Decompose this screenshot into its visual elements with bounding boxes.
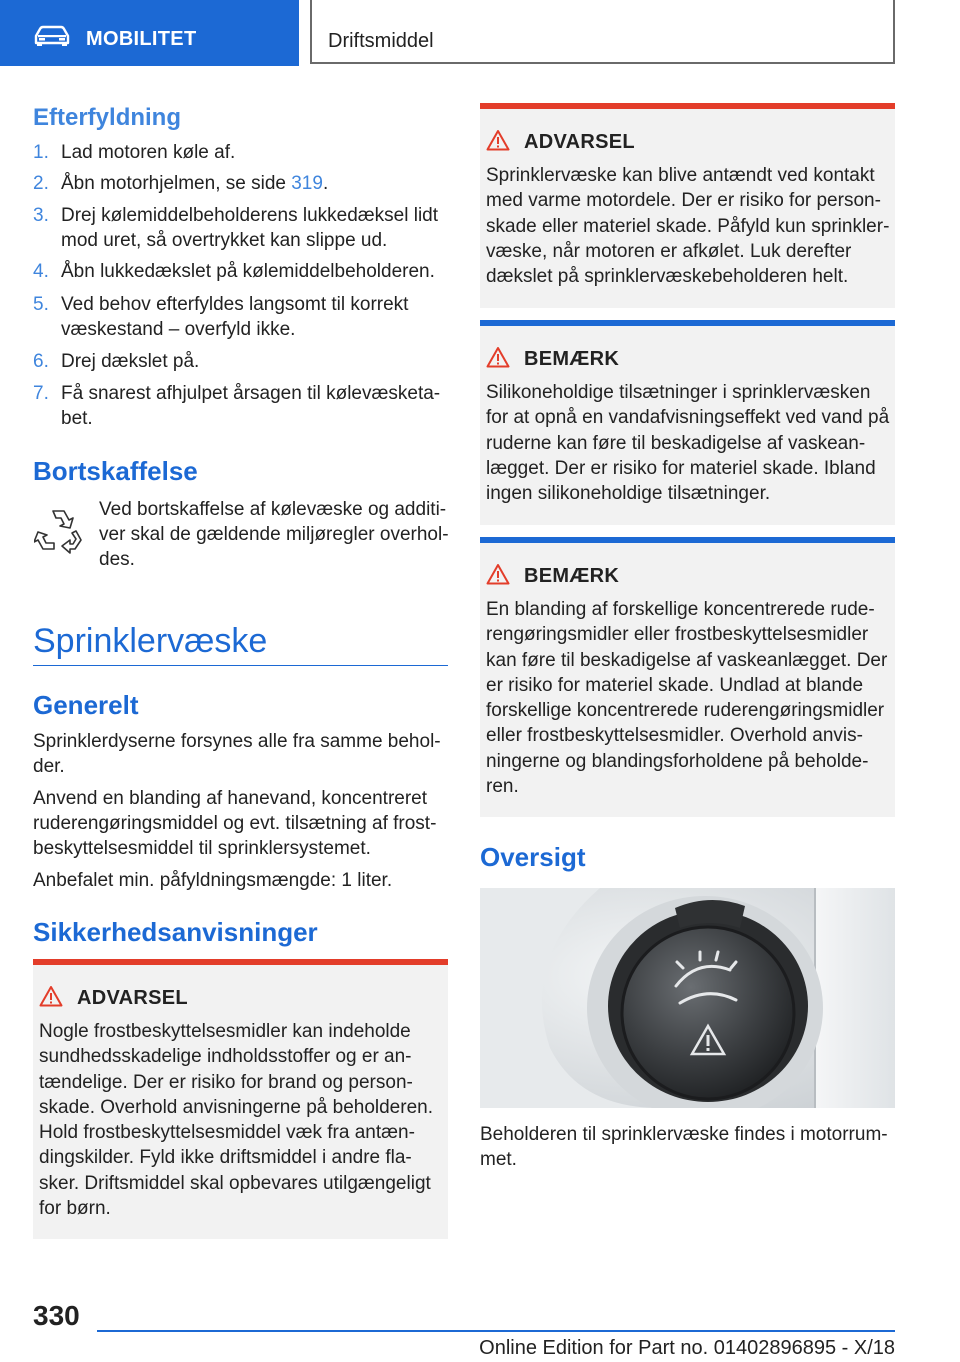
edition-footer: Online Edition for Part no. 01402896895 - X/18 (479, 1337, 895, 1359)
warning-text: Nogle frostbeskyttelsesmidler kan indeholde sundhedsskadelige indholdsstoffer og er an-tændelige. Der er risiko for brand og person-skade. Overhold anvisningerne på beholderen. Hold frostbeskyttelsesmiddel væk fra antæn-dingskilder. Fyld ikke driftsmiddel i andre fla-sker. Driftsmiddel skal opbevares utilgængeligt for børn. (39, 1021, 433, 1220)
page-number: 330 (33, 1300, 80, 1331)
note-title: BEMÆRK (524, 565, 620, 587)
recycle-icon (34, 503, 86, 555)
safety-heading: Sikkerhedsanvisninger (33, 917, 318, 947)
warning-title: ADVARSEL (524, 131, 635, 153)
section-label: Driftsmiddel (328, 30, 434, 52)
washer-reservoir-cap-image (480, 888, 895, 1108)
note-text: En blanding af forskellige koncentrerede rude-rengøringsmidler eller frostbeskyttelsesmidler kan føre til beskadigelse af vaskeanlægget. Der er risiko for materiel skade. Undlad at blande forskellige koncentrerede ruderengøringsmidler eller frostbeskyttelsesmidler. Overhold anvis-ningerne og blandingsforholdene på beholde-ren. (486, 599, 888, 798)
disposal-heading: Bortskaffelse (33, 456, 198, 486)
washer-reservoir-photo (480, 888, 895, 1108)
warning-icon (39, 985, 63, 1007)
warning-box (480, 103, 895, 308)
note-title: BEMÆRK (524, 348, 620, 370)
note-text: Silikoneholdige tilsætninger i sprinklervæsken for at opnå en vandafvisningseffekt ved vand på ruderne kan føre til beskadigelse af vaskean-lægget. Der er risiko for materiel skade. Ibland ingen silikoneholdige tilsætninger. (486, 382, 890, 505)
chapter-tab-label: MOBILITET (86, 28, 197, 50)
washer-fluid-heading: Sprinklervæske (33, 622, 268, 660)
refill-heading: Efterfyldning (33, 104, 181, 131)
note-box (480, 320, 895, 525)
warning-icon (486, 563, 510, 585)
page-reference-link[interactable]: 319 (291, 173, 323, 194)
heading-divider (33, 665, 448, 666)
car-icon (34, 24, 70, 46)
warning-icon (486, 346, 510, 368)
warning-box (33, 959, 448, 1239)
disposal-text: Ved bortskaffelse af kølevæske og additi-ver skal de gældende miljøregler overhol-des. (99, 499, 449, 570)
general-paragraph-1: Sprinklerdyserne forsynes alle fra samme behol-der. (33, 731, 441, 777)
general-paragraph-2: Anvend en blanding af hanevand, koncentreret ruderengøringsmiddel og evt. tilsætning af frost-beskyttelsesmiddel til sprinklersystemet. (33, 788, 437, 859)
warning-icon (486, 129, 510, 151)
general-paragraph-3: Anbefalet min. påfyldningsmængde: 1 liter. (33, 870, 393, 891)
note-box (480, 537, 895, 817)
page-header (0, 0, 960, 66)
chapter-tab[interactable] (0, 0, 299, 66)
warning-text: Sprinklervæske kan blive antændt ved kontakt med varme motordele. Der er risiko for person-skade eller materiel skade. Påfyld kun sprinkler-væske, når motoren er afkølet. Luk derefter dækslet på sprinklervæskebeholderen helt. (486, 165, 890, 288)
overview-heading: Oversigt (480, 842, 586, 872)
warning-title: ADVARSEL (77, 987, 188, 1009)
section-header (310, 0, 895, 64)
general-heading: Generelt (33, 690, 139, 720)
footer-divider (97, 1330, 895, 1332)
overview-caption: Beholderen til sprinklervæske findes i motorrum-met. (480, 1124, 888, 1170)
